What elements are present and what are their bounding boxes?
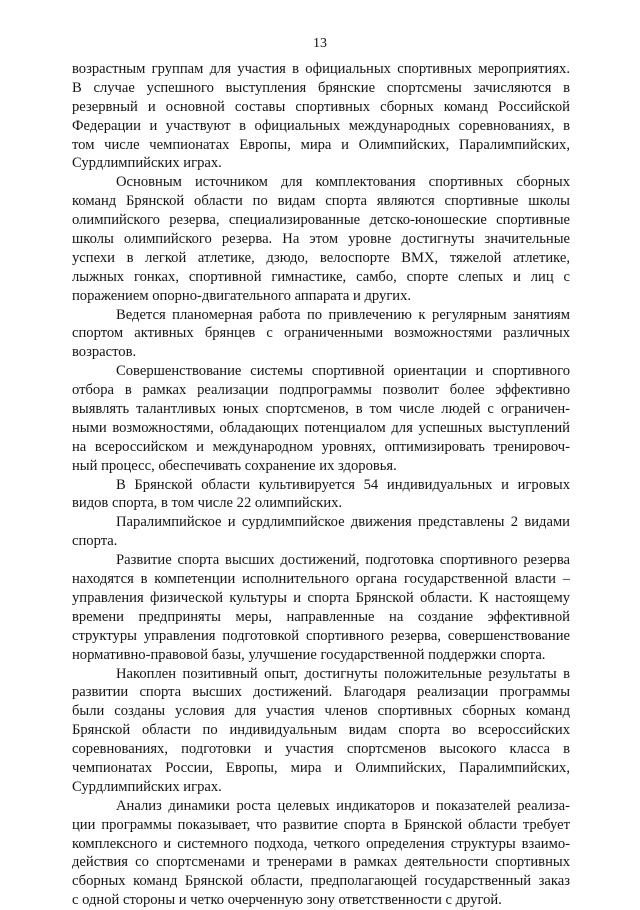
paragraph <box>72 362 570 475</box>
text-line: возрастов. <box>72 344 137 361</box>
page-number: 13 <box>313 36 327 51</box>
text-line: на всероссийском и международном уровнях, оптимизировать тренировоч- <box>72 438 570 455</box>
text-line: Основным источником для комплектования спортивных сборных <box>116 174 570 191</box>
paragraph <box>72 551 570 664</box>
text-line: резервный и основной составы спортивных сборных команд Российской <box>72 98 570 115</box>
text-line: нормативно-правовой базы, улучшение государственной поддержки спорта. <box>72 646 546 663</box>
text-line: Совершенствование системы спортивной ориентации и спортивного <box>116 363 570 380</box>
text-line: сборных команд Брянской области, предполагающей государственный заказ <box>72 873 570 890</box>
text-line: возрастным группам для участия в официальных спортивных мероприятиях. <box>72 61 570 77</box>
text-line: олимпийского резерва, специализированные детско-юношеские спортивные <box>72 212 570 229</box>
text-line: Сурдлимпийских играх. <box>72 155 222 172</box>
text-line: В Брянской области культивируется 54 индивидуальных и игровых <box>116 476 570 493</box>
text-line: поражением опорно-двигательного аппарата и других. <box>72 287 412 304</box>
text-line: чемпионатах России, Европы, мира и Олимпийских, Паралимпийских, <box>72 759 570 776</box>
paragraph <box>72 306 570 363</box>
document-body <box>72 60 570 910</box>
text-line: действия со спортсменами и тренерами в рамках деятельности спортивных <box>72 854 570 871</box>
text-line: спортом активных брянцев с ограниченными возможностями различных <box>72 325 570 342</box>
text-line: управления физической культуры и спорта Брянской области. К настоящему <box>72 589 570 606</box>
text-line: Федерации и участвуют в официальных международных соревнованиях, в <box>72 117 570 134</box>
text-line: структуры управления подготовкой спортивного резерва, совершенствование <box>72 627 570 644</box>
paragraph <box>72 173 570 305</box>
text-line: комплексного и системного подхода, четкого определения структуры взаимо- <box>72 835 570 852</box>
text-line: находятся в компетенции исполнительного органа государственной власти – <box>72 571 570 588</box>
text-line: ции программы показывает, что развитие спорта в Брянской области требует <box>72 816 570 833</box>
text-line: с одной стороны и четко очерченную зону ответственности с другой. <box>72 892 502 909</box>
text-line: команд Брянской области по видам спорта являются спортивные школы <box>72 193 570 210</box>
text-line: спорта. <box>72 533 118 550</box>
text-line: Паралимпийское и сурдлимпийское движения представлены 2 видами <box>116 514 570 531</box>
paragraph <box>72 513 570 551</box>
text-line: ными возможностями, обладающих потенциалом для успешных выступлений <box>72 419 570 436</box>
text-line: соревнованиях, подготовки и участия спортсменов высокого класса в <box>72 741 570 758</box>
text-line: отбора в рамках реализации подпрограммы позволит более эффективно <box>72 382 570 399</box>
text-line: видов спорта, в том числе 22 олимпийских. <box>72 495 343 512</box>
text-line: успехи в легкой атлетике, дзюдо, велоспорте ВМХ, тяжелой атлетике, <box>72 249 570 266</box>
text-line: Ведется планомерная работа по привлечению к регулярным занятиям <box>116 306 570 323</box>
paragraph <box>72 60 570 173</box>
text-line: лыжных гонках, спортивной гимнастике, самбо, спорте слепых и лиц с <box>72 268 570 285</box>
text-line: школы олимпийского резерва. На этом уровне достигнуты значительные <box>72 231 570 248</box>
text-line: выявлять талантливых юных спортсменов, в том числе людей с ограничен- <box>72 401 570 418</box>
text-line: времени предприняты меры, направленные на создание эффективной <box>72 608 570 625</box>
text-line: Анализ динамики роста целевых индикаторов и показателей реализа- <box>116 797 570 814</box>
paragraph <box>72 665 570 797</box>
paragraph <box>72 797 570 910</box>
text-line: том числе чемпионатах Европы, мира и Олимпийских, Паралимпийских, <box>72 136 570 153</box>
text-line: Сурдлимпийских играх. <box>72 778 222 795</box>
text-line: В случае успешного выступления брянские спортсмены зачисляются в <box>72 79 570 96</box>
text-line: были созданы условия для участия членов спортивных сборных команд <box>72 703 570 720</box>
text-line: развитии спорта высших достижений. Благодаря реализации программы <box>72 684 570 701</box>
text-line: ный процесс, обеспечивать сохранение их здоровья. <box>72 457 397 474</box>
text-line: Брянской области по индивидуальным видам спорта во всероссийских <box>72 722 570 739</box>
text-line: Накоплен позитивный опыт, достигнуты положительные результаты в <box>116 665 570 682</box>
paragraph <box>72 476 570 514</box>
text-line: Развитие спорта высших достижений, подготовка спортивного резерва <box>116 552 570 569</box>
